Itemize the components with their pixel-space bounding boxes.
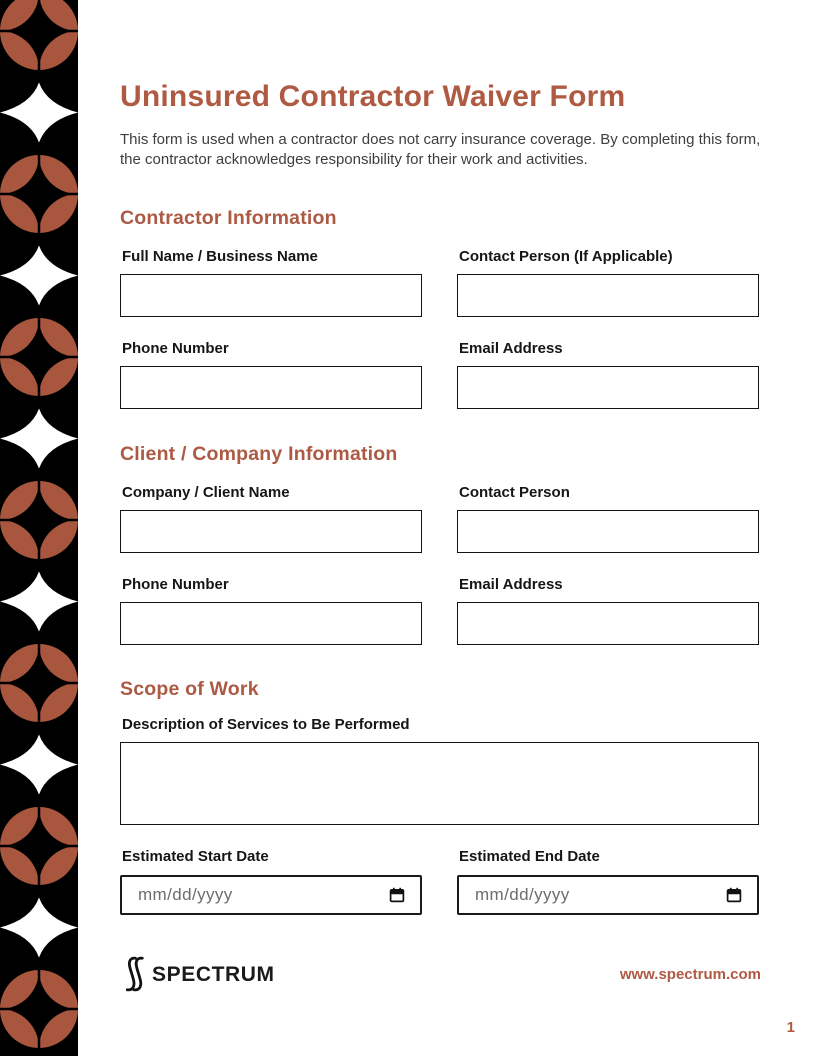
field-client-contact-person: [457, 484, 759, 553]
contractor-email-address-label: Email Address: [459, 340, 563, 357]
section-contractor-information: [120, 207, 761, 409]
contractor-email-address-input[interactable]: [457, 366, 759, 409]
estimated-start-date-label: Estimated Start Date: [122, 848, 269, 865]
section-scope-of-work: [120, 678, 761, 915]
contact-person-if-applicable-label: Contact Person (If Applicable): [459, 248, 673, 265]
date-field-grid: [120, 848, 761, 915]
estimated-start-date-field[interactable]: [120, 875, 422, 915]
field-client-email-address: [457, 576, 759, 645]
client-phone-number-input[interactable]: [120, 602, 422, 645]
client-contact-person-input[interactable]: [457, 510, 759, 553]
contractor-field-grid: [120, 248, 761, 409]
field-estimated-start-date: [120, 848, 422, 915]
field-contact-person-if-applicable: [457, 248, 759, 317]
estimated-end-date-input[interactable]: [475, 885, 695, 905]
client-email-address-label: Email Address: [459, 576, 563, 593]
form-content: [78, 0, 816, 1056]
section-heading-client-company-information: Client / Company Information: [120, 443, 398, 465]
field-contractor-phone-number: [120, 340, 422, 409]
client-email-address-input[interactable]: [457, 602, 759, 645]
estimated-end-date-field[interactable]: [457, 875, 759, 915]
form-description: This form is used when a contractor does not carry insurance coverage. By completing this form, the contractor acknowledges responsibility for their work and activities.: [120, 131, 761, 168]
footer: [120, 956, 761, 993]
client-field-grid: [120, 484, 761, 645]
client-contact-person-label: Contact Person: [459, 484, 570, 501]
sidebar-pattern: [0, 0, 78, 1056]
contractor-phone-number-label: Phone Number: [122, 340, 229, 357]
calendar-icon[interactable]: [726, 887, 742, 903]
full-name-business-name-input[interactable]: [120, 274, 422, 317]
field-full-name-business-name: [120, 248, 422, 317]
website-link[interactable]: www.spectrum.com: [619, 966, 761, 983]
field-description-of-services: [120, 716, 761, 825]
estimated-start-date-input[interactable]: [138, 885, 358, 905]
double-s-mark-icon: [120, 956, 145, 993]
page-title: Uninsured Contractor Waiver Form: [120, 80, 626, 113]
calendar-icon[interactable]: [389, 887, 405, 903]
description-of-services-label: Description of Services to Be Performed: [122, 716, 410, 733]
section-heading-scope-of-work: Scope of Work: [120, 678, 259, 700]
page-number: 1: [786, 1019, 795, 1036]
section-heading-contractor-information: Contractor Information: [120, 207, 337, 229]
company-client-name-label: Company / Client Name: [122, 484, 290, 501]
spectrum-logo: [120, 956, 275, 993]
field-company-client-name: [120, 484, 422, 553]
decorative-sidebar: [0, 0, 78, 1056]
logo-text: SPECTRUM: [152, 962, 275, 986]
estimated-end-date-label: Estimated End Date: [459, 848, 600, 865]
company-client-name-input[interactable]: [120, 510, 422, 553]
field-contractor-email-address: [457, 340, 759, 409]
field-estimated-end-date: [457, 848, 759, 915]
contact-person-if-applicable-input[interactable]: [457, 274, 759, 317]
contractor-phone-number-input[interactable]: [120, 366, 422, 409]
section-client-company-information: [120, 443, 761, 645]
client-phone-number-label: Phone Number: [122, 576, 229, 593]
field-client-phone-number: [120, 576, 422, 645]
description-of-services-textarea[interactable]: [120, 742, 759, 825]
full-name-business-name-label: Full Name / Business Name: [122, 248, 318, 265]
